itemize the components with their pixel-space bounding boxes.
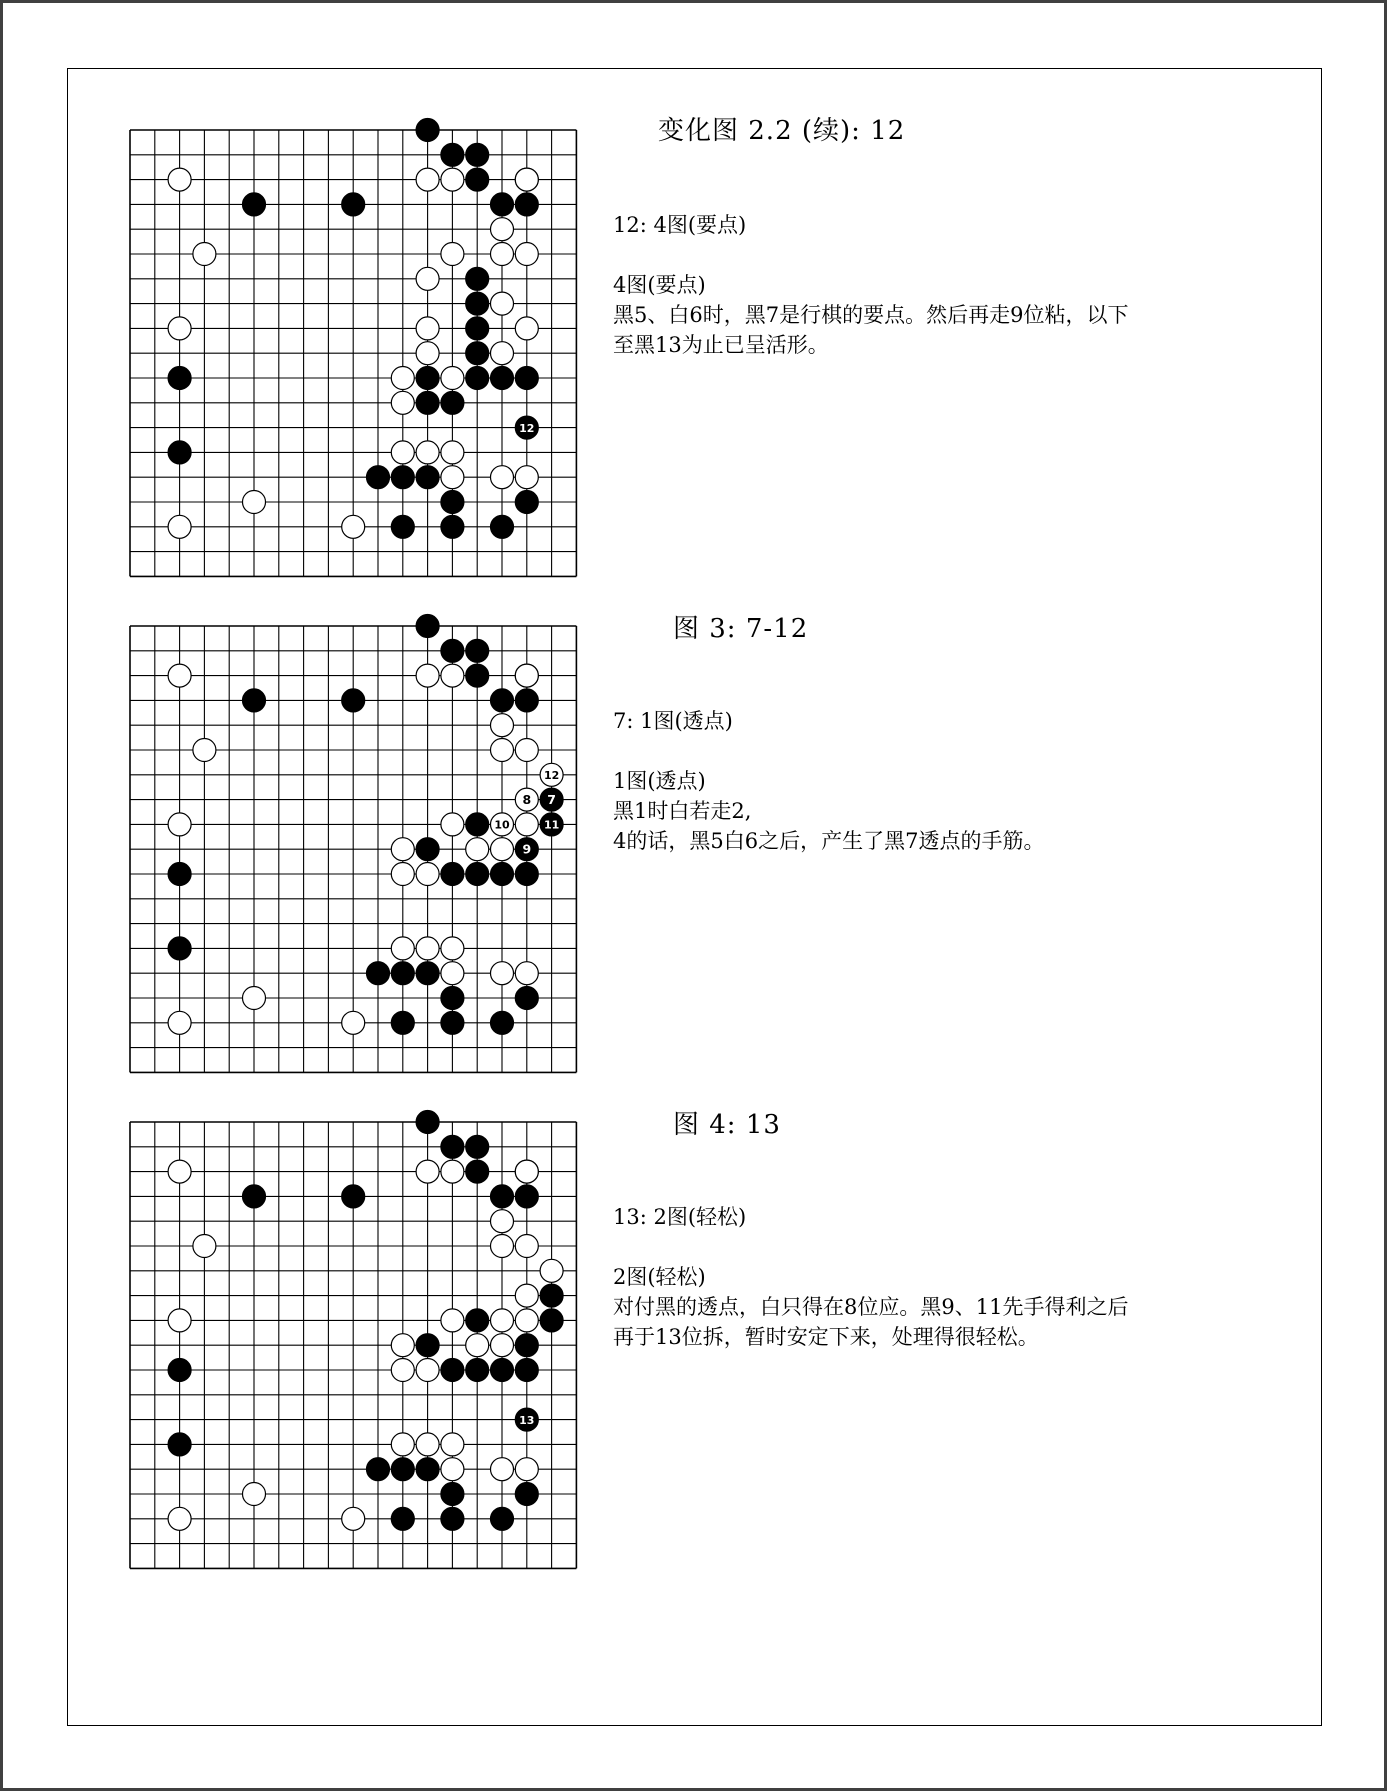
desc-line: 对付黑的透点，白只得在8位应。黑9、11先手得利之后: [613, 1295, 1129, 1319]
black-stone: [466, 1135, 489, 1158]
white-stone: [441, 243, 464, 266]
diagram-title: 变化图 2.2 (续): 12: [658, 116, 906, 146]
move-number: 11: [543, 818, 560, 832]
black-stone: [491, 689, 514, 712]
black-stone: [416, 367, 439, 390]
black-stone: [515, 367, 538, 390]
black-stone: [342, 193, 365, 216]
black-stone: [466, 143, 489, 166]
desc-title: 1图(透点): [613, 769, 706, 793]
white-stone: [515, 1309, 538, 1332]
black-stone: [466, 639, 489, 662]
black-stone: [466, 317, 489, 340]
white-stone: [441, 1309, 464, 1332]
black-stone: [441, 1359, 464, 1382]
white-stone: [416, 267, 439, 290]
black-stone: [342, 1185, 365, 1208]
black-stone: [391, 1458, 414, 1481]
white-stone: [491, 1334, 514, 1357]
white-stone: [491, 838, 514, 861]
white-stone: [168, 1309, 191, 1332]
black-stone: [491, 193, 514, 216]
black-stone: [367, 466, 390, 489]
white-stone: [193, 243, 216, 266]
white-stone: [168, 317, 191, 340]
black-stone: [391, 962, 414, 985]
black-stone: [168, 937, 191, 960]
black-stone: [515, 193, 538, 216]
black-stone: [491, 367, 514, 390]
black-stone: [367, 962, 390, 985]
white-stone: [491, 243, 514, 266]
move-line: 7: 1图(透点): [613, 709, 733, 733]
black-stone: [441, 391, 464, 414]
black-stone: [441, 143, 464, 166]
black-stone: [416, 1334, 439, 1357]
white-stone: [342, 1507, 365, 1530]
black-stone: [466, 813, 489, 836]
black-stone: [466, 863, 489, 886]
black-stone: [168, 1359, 191, 1382]
black-stone: [441, 863, 464, 886]
white-stone: [391, 863, 414, 886]
white-stone: [168, 664, 191, 687]
black-stone: [441, 1135, 464, 1158]
black-stone: [441, 1483, 464, 1506]
white-stone: [243, 1483, 266, 1506]
white-stone: [168, 168, 191, 191]
desc-line: 再于13位拆，暂时安定下来，处理得很轻松。: [613, 1325, 1039, 1349]
move-number: 10: [494, 818, 510, 832]
diagram-section-1: [0, 0, 1387, 470]
white-stone: [515, 664, 538, 687]
black-stone: [441, 639, 464, 662]
black-stone: [416, 838, 439, 861]
diagram-text: [613, 706, 1044, 856]
white-stone: [416, 863, 439, 886]
move-number: 12: [543, 769, 560, 782]
go-board-3: [120, 1112, 580, 1572]
white-stone: [441, 1433, 464, 1456]
diagram-section-2: [0, 496, 1387, 966]
white-stone: [441, 962, 464, 985]
white-stone: [491, 1235, 514, 1258]
white-stone: [491, 962, 514, 985]
white-stone: [491, 292, 514, 315]
black-stone: [243, 1185, 266, 1208]
move-number: 7: [547, 791, 556, 807]
white-stone: [466, 838, 489, 861]
black-stone: [515, 1359, 538, 1382]
black-stone: [515, 1483, 538, 1506]
white-stone: [515, 1160, 538, 1183]
white-stone: [416, 1359, 439, 1382]
black-stone: [466, 664, 489, 687]
move-number: 12: [519, 421, 535, 435]
white-stone: [441, 466, 464, 489]
white-stone: [416, 168, 439, 191]
move-number: 9: [522, 841, 532, 857]
white-stone: [515, 739, 538, 762]
white-stone: [441, 168, 464, 191]
black-stone: [466, 367, 489, 390]
white-stone: [441, 1160, 464, 1183]
white-stone: [416, 317, 439, 340]
white-stone: [416, 342, 439, 365]
black-stone: [540, 1309, 563, 1332]
white-stone: [491, 714, 514, 737]
white-stone: [491, 1210, 514, 1233]
black-stone: [466, 1160, 489, 1183]
move-line: 13: 2图(轻松): [613, 1205, 747, 1229]
white-stone: [168, 813, 191, 836]
black-stone: [491, 1507, 514, 1530]
white-stone: [168, 1160, 191, 1183]
white-stone: [491, 342, 514, 365]
desc-line: 黑1时白若走2,: [613, 799, 752, 823]
black-stone: [515, 689, 538, 712]
white-stone: [416, 1160, 439, 1183]
black-stone: [466, 1359, 489, 1382]
white-stone: [416, 1433, 439, 1456]
white-stone: [391, 838, 414, 861]
black-stone: [416, 391, 439, 414]
desc-line: 黑5、白6时，黑7是行棋的要点。然后再走9位粘，以下: [613, 303, 1129, 327]
white-stone: [416, 664, 439, 687]
diagram-text: [613, 210, 1128, 360]
move-line: 12: 4图(要点): [613, 213, 747, 237]
black-stone: [466, 168, 489, 191]
white-stone: [391, 1334, 414, 1357]
black-stone: [466, 267, 489, 290]
desc-line: 至黑13为止已呈活形。: [613, 333, 829, 357]
white-stone: [391, 1433, 414, 1456]
black-stone: [416, 615, 439, 638]
white-stone: [515, 1235, 538, 1258]
black-stone: [342, 689, 365, 712]
white-stone: [441, 937, 464, 960]
move-number: 13: [519, 1413, 535, 1427]
white-stone: [540, 1259, 563, 1282]
white-stone: [515, 962, 538, 985]
diagram-text: [613, 1202, 1128, 1352]
black-stone: [466, 292, 489, 315]
white-stone: [491, 466, 514, 489]
black-stone: [416, 1111, 439, 1134]
black-stone: [515, 1185, 538, 1208]
black-stone: [416, 962, 439, 985]
black-stone: [168, 863, 191, 886]
white-stone: [441, 813, 464, 836]
diagram-section-3: [0, 992, 1387, 1462]
white-stone: [193, 739, 216, 762]
white-stone: [491, 1458, 514, 1481]
black-stone: [367, 1458, 390, 1481]
black-stone: [243, 689, 266, 712]
diagram-title: 图 3: 7-12: [673, 614, 809, 644]
black-stone: [491, 863, 514, 886]
white-stone: [515, 317, 538, 340]
black-stone: [416, 466, 439, 489]
white-stone: [515, 168, 538, 191]
black-stone: [515, 863, 538, 886]
move-number: 8: [522, 791, 532, 807]
white-stone: [441, 1458, 464, 1481]
white-stone: [193, 1235, 216, 1258]
black-stone: [243, 193, 266, 216]
black-stone: [391, 466, 414, 489]
black-stone: [540, 1284, 563, 1307]
white-stone: [515, 1284, 538, 1307]
white-stone: [491, 739, 514, 762]
white-stone: [515, 243, 538, 266]
white-stone: [441, 367, 464, 390]
white-stone: [391, 937, 414, 960]
white-stone: [441, 441, 464, 464]
white-stone: [391, 391, 414, 414]
white-stone: [515, 1458, 538, 1481]
black-stone: [466, 342, 489, 365]
white-stone: [491, 218, 514, 241]
black-stone: [491, 1185, 514, 1208]
black-stone: [466, 1309, 489, 1332]
white-stone: [168, 1507, 191, 1530]
black-stone: [416, 119, 439, 142]
black-stone: [441, 1507, 464, 1530]
black-stone: [416, 1458, 439, 1481]
white-stone: [416, 441, 439, 464]
black-stone: [515, 1334, 538, 1357]
black-stone: [168, 441, 191, 464]
white-stone: [466, 1334, 489, 1357]
white-stone: [441, 664, 464, 687]
desc-line: 4的话，黑5白6之后，产生了黑7透点的手筋。: [613, 829, 1045, 853]
diagram-title: 图 4: 13: [673, 1110, 781, 1140]
desc-title: 4图(要点): [613, 273, 706, 297]
white-stone: [391, 367, 414, 390]
white-stone: [491, 1309, 514, 1332]
desc-title: 2图(轻松): [613, 1265, 706, 1289]
black-stone: [491, 1359, 514, 1382]
white-stone: [391, 1359, 414, 1382]
black-stone: [168, 1433, 191, 1456]
white-stone: [515, 466, 538, 489]
black-stone: [391, 1507, 414, 1530]
white-stone: [416, 937, 439, 960]
white-stone: [515, 813, 538, 836]
white-stone: [391, 441, 414, 464]
black-stone: [168, 367, 191, 390]
